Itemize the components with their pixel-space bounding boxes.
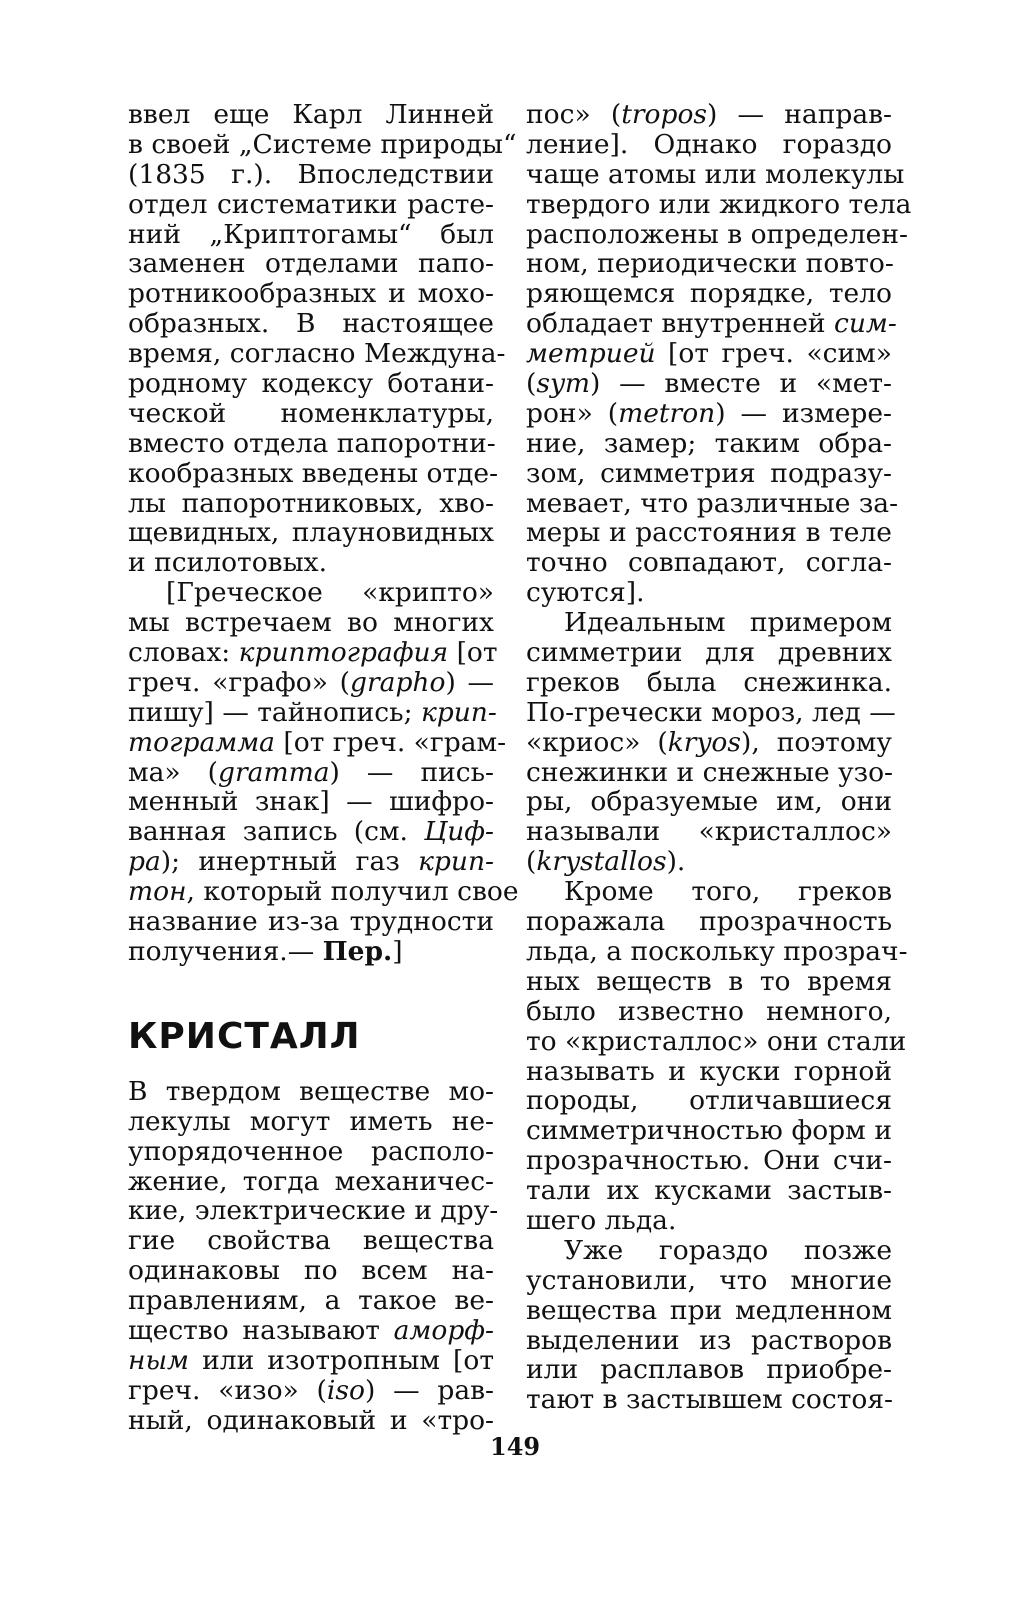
text-line: родному кодексу ботани- bbox=[128, 368, 494, 400]
text-line: рон» (metron) — измере- bbox=[526, 397, 892, 429]
text-line: греч. «графо» (grapho) — bbox=[128, 666, 494, 698]
text-line: ние, замер; таким обра- bbox=[526, 427, 892, 459]
text-line: обладает внутренней сим- bbox=[526, 308, 897, 340]
text-line: метрией [от греч. «сим» bbox=[526, 338, 892, 370]
text-line: кие, электрические и дру- bbox=[128, 1195, 499, 1227]
text-line: мевает, что различные за- bbox=[526, 487, 899, 519]
text-line: название из-за трудности bbox=[128, 906, 494, 938]
text-line: ном, периодически повто- bbox=[526, 248, 894, 280]
paragraph bbox=[526, 99, 912, 609]
text-line: поражала прозрачность bbox=[526, 906, 892, 938]
text-line: то «кристаллос» они стали bbox=[526, 1025, 907, 1057]
text-line: менный знак] — шифро- bbox=[128, 786, 494, 818]
page-number: 149 bbox=[490, 1432, 541, 1461]
text-line: заменен отделами папо- bbox=[128, 248, 494, 280]
text-line: словах: криптография [от bbox=[128, 637, 498, 669]
text-line: суются]. bbox=[526, 577, 645, 609]
text-line: или расплавов приобре- bbox=[526, 1354, 892, 1386]
text-line: тон, который получил свое bbox=[128, 876, 519, 908]
text-line: ний „Криптогамы“ был bbox=[128, 218, 494, 250]
italic-term: iso bbox=[326, 1374, 365, 1406]
text-line: ных веществ в то время bbox=[526, 965, 892, 997]
left-column bbox=[128, 99, 519, 1436]
text-line: было известно немного, bbox=[526, 995, 892, 1027]
text-line: ным или изотропным [от bbox=[128, 1344, 494, 1376]
text-line: мы встречаем во многих bbox=[128, 607, 494, 639]
paragraph bbox=[526, 1236, 892, 1415]
italic-term: тон bbox=[128, 876, 187, 908]
text-line: ротникообразных и мохо- bbox=[128, 278, 494, 310]
italic-term: ным bbox=[128, 1344, 190, 1376]
text-line: вместо отдела папоротни- bbox=[128, 427, 496, 459]
text-line: симметрии для древних bbox=[526, 637, 892, 669]
text-line: шего льда. bbox=[526, 1204, 677, 1236]
italic-term: tropos bbox=[621, 99, 708, 130]
text-line: кообразных введены отде- bbox=[128, 457, 499, 489]
italic-term: сим- bbox=[834, 308, 897, 340]
text-line: (1835 г.). Впоследствии bbox=[128, 158, 494, 190]
italic-term: krystallos bbox=[536, 846, 667, 878]
italic-term: kryos bbox=[667, 726, 741, 758]
text-line: точно совпадают, согла- bbox=[526, 547, 892, 579]
text-line: расположены в определен- bbox=[526, 218, 908, 250]
text-line: пишу] — тайнопись; крип- bbox=[128, 696, 497, 728]
text-line: породы, отличавшиеся bbox=[526, 1085, 892, 1117]
text-line: ры, образуемые им, они bbox=[526, 786, 892, 818]
text-line: Кроме того, греков bbox=[564, 876, 892, 908]
text-line: и псилотовых. bbox=[128, 547, 328, 579]
italic-term: криптография bbox=[238, 637, 449, 669]
text-line: пос» (tropos) — направ- bbox=[526, 99, 893, 130]
text-line: греч. «изо» (iso) — рав- bbox=[128, 1374, 495, 1406]
text-line: В твердом веществе мо- bbox=[128, 1075, 494, 1107]
text-line: выделении из растворов bbox=[526, 1324, 892, 1356]
text-line: ление]. Однако гораздо bbox=[526, 128, 892, 160]
text-line: получения.— Пер.] bbox=[128, 935, 403, 967]
italic-term: sym bbox=[536, 368, 591, 400]
text-line: тают в застывшем состоя- bbox=[526, 1384, 894, 1416]
text-line: чаще атомы или молекулы bbox=[526, 158, 905, 190]
text-line: «криос» (kryos), поэтому bbox=[526, 726, 892, 758]
text-line: лы папоротниковых, хво- bbox=[128, 487, 494, 519]
text-line: отдел систематики расте- bbox=[128, 188, 494, 220]
paragraph bbox=[526, 876, 908, 1236]
text-line: образных. В настоящее bbox=[128, 308, 494, 340]
text-line: вещества при медленном bbox=[526, 1294, 892, 1326]
text-line: ряющемся порядке, тело bbox=[526, 278, 892, 310]
text-line: одинаковы по всем на- bbox=[128, 1255, 494, 1287]
text-line: ческой номенклатуры, bbox=[128, 397, 494, 429]
text-line: время, согласно Междуна- bbox=[128, 338, 506, 370]
paragraph bbox=[128, 1075, 499, 1436]
text-line: лекулы могут иметь не- bbox=[128, 1105, 494, 1137]
text-line: называли «кристаллос» bbox=[526, 816, 892, 848]
text-line: ный, одинаковый и «тро- bbox=[128, 1404, 494, 1436]
text-line: называть и куски горной bbox=[526, 1055, 892, 1087]
text-line: тограмма [от греч. «грам- bbox=[128, 726, 507, 758]
text-line: щевидных, плауновидных bbox=[128, 517, 494, 549]
italic-term: аморф- bbox=[393, 1314, 494, 1346]
paragraph bbox=[128, 99, 517, 579]
right-column bbox=[526, 99, 912, 1416]
text-line: гие свойства вещества bbox=[128, 1225, 494, 1257]
italic-term: метрией bbox=[526, 338, 656, 370]
text-line: установили, что многие bbox=[526, 1264, 892, 1296]
text-line: ра); инертный газ крип- bbox=[128, 846, 494, 878]
italic-term: Циф- bbox=[424, 816, 494, 848]
text-line: в своей „Системе природы“ bbox=[128, 128, 517, 160]
paragraph bbox=[526, 607, 896, 878]
text-line: льда, а поскольку прозрач- bbox=[526, 935, 908, 967]
translator-mark: Пер. bbox=[322, 935, 393, 967]
text-line: По-гречески мороз, лед — bbox=[526, 696, 896, 728]
italic-term: крип- bbox=[418, 846, 494, 878]
text-line: ма» (gramma) — пись- bbox=[128, 756, 494, 788]
text-line: жение, тогда механичес- bbox=[128, 1165, 494, 1197]
text-line: греков была снежинка. bbox=[526, 666, 892, 698]
text-line: упорядоченное располо- bbox=[128, 1135, 494, 1167]
text-line: меры и расстояния в теле bbox=[526, 517, 892, 549]
text-line: Уже гораздо позже bbox=[564, 1234, 892, 1266]
text-line: снежинки и снежные узо- bbox=[526, 756, 894, 788]
text-line: Идеальным примером bbox=[564, 607, 892, 639]
text-line: твердого или жидкого тела bbox=[526, 188, 912, 220]
italic-term: крип- bbox=[420, 696, 497, 728]
text-line: правлениям, а такое ве- bbox=[128, 1285, 494, 1317]
text-line: ванная запись (см. Циф- bbox=[128, 816, 494, 848]
italic-term: metron bbox=[618, 397, 716, 429]
text-line: [Греческое «крипто» bbox=[166, 577, 494, 609]
italic-term: gramma bbox=[218, 756, 330, 788]
text-line: тали их кусками застыв- bbox=[526, 1175, 892, 1207]
text-line: ввел еще Карл Линней bbox=[128, 99, 494, 130]
text-line: (krystallos). bbox=[526, 846, 686, 878]
text-line: симметричностью форм и bbox=[526, 1115, 892, 1147]
translator-note bbox=[128, 577, 519, 967]
text-line: зом, симметрия подразу- bbox=[526, 457, 892, 489]
italic-term: grapho bbox=[350, 666, 446, 698]
section-heading: КРИСТАЛЛ bbox=[128, 1015, 361, 1057]
text-line: (sym) — вместе и «мет- bbox=[526, 368, 892, 400]
text-line: щество называют аморф- bbox=[128, 1314, 494, 1346]
italic-term: ра bbox=[128, 846, 161, 878]
italic-term: тограмма bbox=[128, 726, 275, 758]
text-line: прозрачностью. Они счи- bbox=[526, 1145, 892, 1177]
